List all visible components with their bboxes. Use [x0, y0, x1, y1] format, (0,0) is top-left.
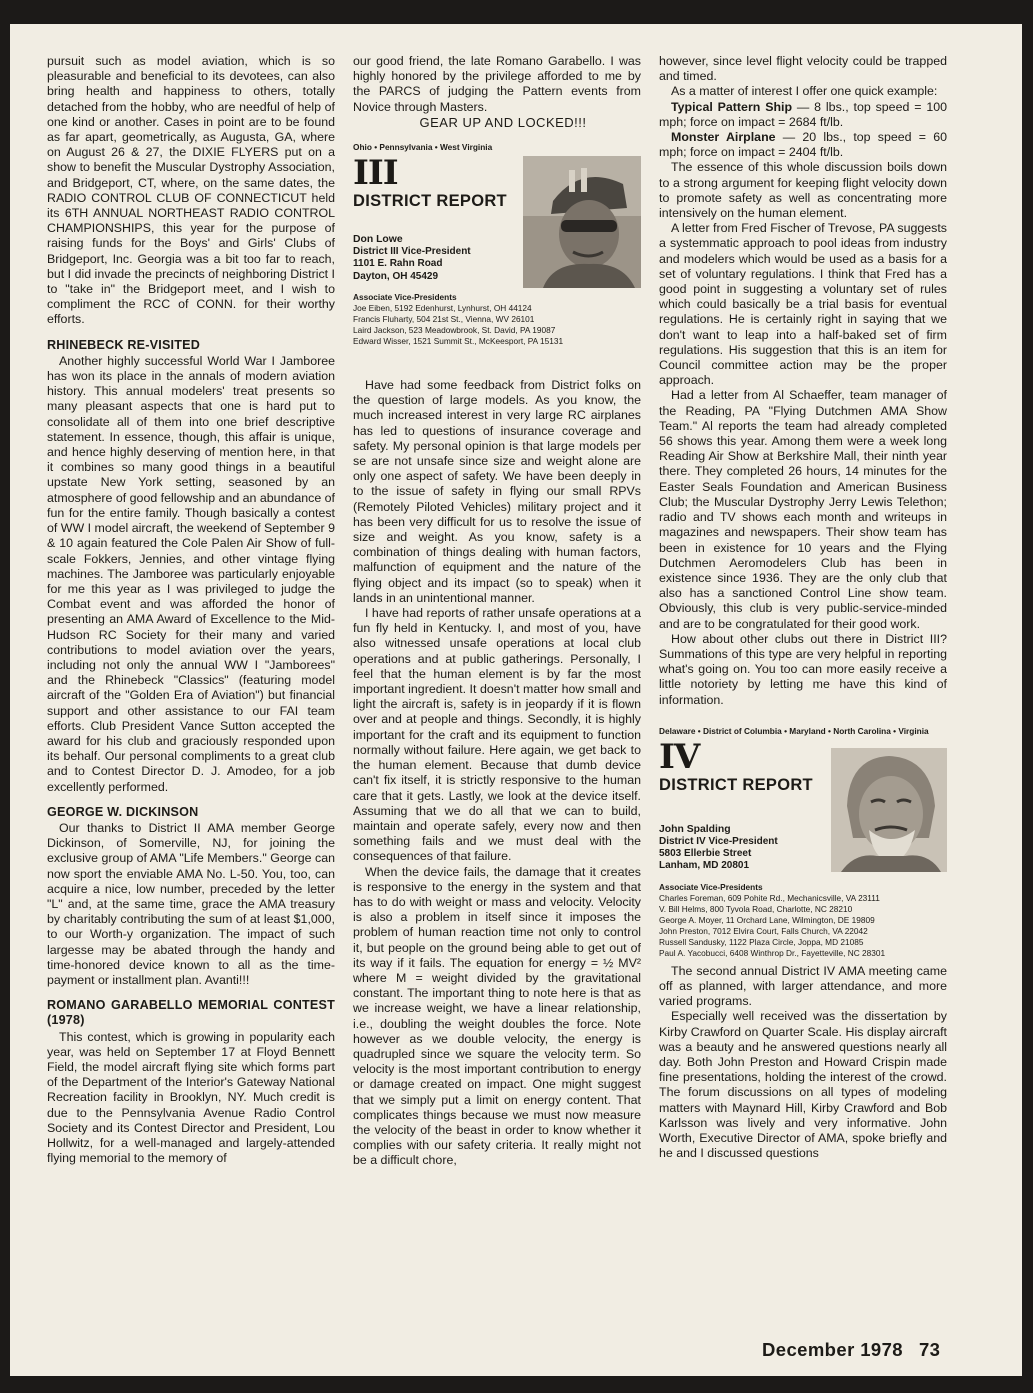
- paragraph: Had a letter from Al Schaeffer, team manager of the Reading, PA "Flying Dutchmen AMA Show Team." Al reports the team had already completed 56 shows this year. Among them were a week long Reading Air Show at Berkshire Mall, their ninth year there. They completed 26 hours, 14 minutes for the Easter Seals Foundation and American Business Club; the Muscular Dystrophy Jerry Lewis Telethon; radio and TV shows each month and writeups in magazines and newspapers. Their show team has been in existence for 10 years and the Flying Dutchmen Aeromodelers Club has been in existence since 1936. They are the only club that also has a sanctioned Control Line show team. Obviously, this club is very public-service-minded and are to be congratulated for their good work.: [659, 388, 947, 631]
- assoc-entry: Laird Jackson, 523 Meadowbrook, St. David, PA 19087: [353, 325, 556, 336]
- assoc-entry: Edward Wisser, 1521 Summit St., McKeesport, PA 15131: [353, 336, 564, 347]
- vp-title: District IV Vice-President: [659, 835, 778, 847]
- magazine-page: [10, 24, 1022, 1376]
- example-monster-airplane: [659, 130, 947, 160]
- example-text: — 20 lbs., top speed = 60 mph; force on impact = 2404 ft/lb.: [659, 130, 947, 160]
- paragraph: This contest, which is growing in popularity each year, was held on September 17 at Floyd Bennett Field, the model aircraft flying site which forms part of the Department of the Interior's Gateway National Recreation facility in Brooklyn, NY. Much credit is due to the Pennsylvania Avenue Radio Control Society and its Contest Director and President, Lou Hollwitz, for a well-managed and largely-attended flying memorial to the memory of: [47, 1029, 335, 1166]
- district-report-title: DISTRICT REPORT: [659, 775, 813, 794]
- vp-address-line: Dayton, OH 45429: [353, 270, 439, 282]
- paragraph: The essence of this whole discussion boils down to a strong argument for keeping flight velocity down to promote safety as well as concentrating more intensively on the human element.: [659, 160, 947, 221]
- example-label: Typical Pattern Ship: [671, 99, 793, 114]
- sign-off: GEAR UP AND LOCKED!!!: [419, 114, 587, 130]
- paragraph: Our thanks to District II AMA member George Dickinson, of Somerville, NJ, for joining the exclusive group of AMA "Life Members." George can now sport the enviable AMA No. L-50. You, too, can acquire a nice, low number, preceded by the letter "L" and, at the same time, grace the AMA treasury by charitably contributing the sum of at least $1,000, to our Worth-y organization. The impact of such largesse may be abated through the handy and time-honored device known to all as the time-payment or installment plan. Avanti!!!: [47, 820, 335, 987]
- example-label: Monster Airplane: [671, 130, 776, 145]
- page-footer: [762, 1339, 940, 1361]
- paragraph: When the device fails, the damage that it creates is responsive to the energy in the system and that has to do with weight or mass and velocity. Velocity is also a problem in itself since it imposes the problem of human reaction time not only to control it, but people on the ground being able to get out of its way if it fails. The equation for energy = ½ MV² where M = weight divided by the gravitational constant. The important thing to note here is that as we increase weight, we have a linear relationship, i.e., doubling the weight doubles the force. Note however as we double velocity, the energy is quadrupled since we square the velocity term. So velocity is the most important contribution to energy or damage created on impact. One might suggest that we simply put a limit on energy content. That complicates things because we must now measure the velocity of the beast in order to know whether it complies with our safety criteria. It really might not be a difficult chore,: [353, 864, 641, 1168]
- paragraph: I have had reports of rather unsafe operations at a fun fly held in Kentucky. I, and most of you, have also witnessed unsafe operations at local club operations and at public gatherings. Personally, I feel that the human element is by far the most important ingredient. It doesn't matter how small and light the aircraft is, safety is in jeopardy if it is flown over and at people and things. Secondly, it is highly important for the craft and its equipment to function normally without failure. Here again, we get back to the human element. Because that dumb device can't fix itself, it is strictly responsive to the human care that it gets. Lastly, we look at the device itself. Assuming that we do all that we can to build, maintain and operate safely, every now and then something fails and we must deal with the consequences of that failure.: [353, 606, 641, 864]
- paragraph: however, since level flight velocity could be trapped and timed.: [659, 54, 947, 84]
- associate-vps-list: [353, 292, 643, 347]
- assoc-entry: John Preston, 7012 Elvira Court, Falls Church, VA 22042: [659, 926, 868, 937]
- vp-name: John Spalding: [659, 823, 731, 835]
- column-3: [659, 54, 947, 1161]
- example-pattern-ship: [659, 100, 947, 130]
- assoc-label: Associate Vice-Presidents: [659, 881, 763, 892]
- paragraph: Another highly successful World War I Jamboree has won its place in the annals of modern aviation history. This annual modelers' treat presents so many pleasant aspects that one is hard put to consolidate all of them into one brief descriptive statement. In essence, though, this affair is unique, and hence highly deserving of mention here, in that it combines so many good things in a beautiful upstate New York setting, seasoned by an atmosphere of good fellowship and an abundance of fun for the entire family. Though basically a contest of WW I model aircraft, the weekend of September 9 & 10 again featured the Cole Palen Air Show of full-scale Fokkers, Jennies, and other vintage flying machines. The Jamboree was particularly enjoyable for me this year as I was privileged to judge the Combat event and was afforded the honor of presenting an AMA Award of Excellence to the Mid-Hudson RC Society for their many and varied contributions to model aviation over the years, including not only the annual WW I "Jamborees" and the Rhinebeck "Classics" (featuring model aircraft of the "Golden Era of Aviation") but financial support and other assistance to our FAI team efforts. Club President Vance Sutton accepted the award for his club and graciously responded upon its behalf. Our personal compliments to a great club and to Contest Director D. J. Amodeo, for a job excellently performed.: [47, 353, 335, 794]
- district-numeral: IV: [659, 736, 700, 777]
- assoc-entry: Russell Sandusky, 1122 Plaza Circle, Joppa, MD 21085: [659, 937, 864, 948]
- district-numeral: III: [353, 153, 398, 194]
- portrait-photo: [831, 748, 947, 872]
- paragraph: pursuit such as model aviation, which is so pleasurable and beneficial to its devotees, can also bring health and happiness to others, totally detached from the hobby, who are needful of help of one kind or another. Cases in point are to be found as far apart, geometrically, as Augusta, GA, where on August 26 & 27, the DIXIE FLYERS put on a show to benefit the Muscular Dystrophy Association, and Bridgeport, CT, where, on the same dates, the RADIO CONTROL CLUB OF CONNECTICUT held its 6TH ANNUAL NORTHEAST RADIO CONTROL CHAMPIONSHIPS, this year for the purpose of raising funds for the Boys' and Girls' Clubs of Bridgeport, Inc. Georgia was a bit too far to reach, but I did invade the precincts of neighboring District I to "take in" the Bridgeport meet, and I wish to compliment the RCC of CONN. for their worthy efforts.: [47, 54, 335, 327]
- vp-name: Don Lowe: [353, 234, 403, 246]
- paragraph: How about other clubs out there in District III? Summations of this type are very helpful in reporting what's going on. You too can more easily receive a little notoriety by letting me have this kind of information.: [659, 631, 947, 707]
- assoc-entry: Francis Fluharty, 504 21st St., Vienna, WV 26101: [353, 314, 535, 325]
- district-states: Delaware • District of Columbia • Maryland • North Carolina • Virginia: [659, 725, 929, 736]
- column-1: [47, 54, 335, 1166]
- assoc-entry: George A. Moyer, 11 Orchard Lane, Wilmington, DE 19809: [659, 915, 875, 926]
- district-iv-header: [659, 726, 947, 964]
- vice-president-block: [659, 824, 778, 873]
- assoc-entry: Paul A. Yacobucci, 6408 Winthrop Dr., Fayetteville, NC 28301: [659, 948, 886, 959]
- section-heading-romano: ROMANO GARABELLO MEMORIAL CONTEST (1978): [47, 998, 335, 1028]
- assoc-label: Associate Vice-Presidents: [353, 292, 457, 303]
- section-heading-rhinebeck: RHINEBECK RE-VISITED: [47, 337, 201, 352]
- portrait-photo: [523, 156, 641, 288]
- paragraph: our good friend, the late Romano Garabello. I was highly honored by the privilege afforded to me by the PARCS of judging the Pattern events from Novice through Masters.: [353, 54, 641, 114]
- section-heading-dickinson: GEORGE W. DICKINSON: [47, 804, 199, 819]
- vp-address-line: Lanham, MD 20801: [659, 860, 750, 872]
- associate-vps-list: [659, 882, 949, 960]
- assoc-entry: Joe Eiben, 5192 Edenhurst, Lynhurst, OH 44124: [353, 303, 532, 314]
- issue-date: December 1978: [762, 1339, 903, 1360]
- column-2: [353, 54, 641, 1169]
- vice-president-block: [353, 234, 471, 283]
- page-number: 73: [918, 1339, 941, 1360]
- vp-title: District III Vice-President: [353, 246, 471, 258]
- example-text: — 8 lbs., top speed = 100 mph; force on impact = 2684 ft/lb.: [659, 99, 947, 129]
- district-states: Ohio • Pennsylvania • West Virginia: [353, 142, 493, 153]
- district-report-title: DISTRICT REPORT: [353, 192, 507, 211]
- assoc-entry: Charles Foreman, 609 Pohite Rd., Mechanicsville, VA 23111: [659, 892, 880, 903]
- paragraph: As a matter of interest I offer one quick example:: [671, 84, 938, 99]
- vp-address-line: 5803 Ellerbie Street: [659, 848, 752, 860]
- paragraph: A letter from Fred Fischer of Trevose, PA suggests a systemmatic approach to pool ideas from industry and modelers which would be used as a basis for a set of voluntary regulations. I think that Fred has a good point in suggesting a voluntary set of rules which could basically be a trial basis for eventual regulations. He is certainly right in saying that we don't want to leap into a half-baked set of firm regulations. His suggestion that this is an item for Council committee action may be the proper approach.: [659, 221, 947, 388]
- district-iii-header: [353, 142, 641, 378]
- vp-address-line: 1101 E. Rahn Road: [353, 258, 443, 270]
- paragraph: The second annual District IV AMA meeting came off as planned, with larger attendance, and more varied programs.: [659, 963, 947, 1009]
- paragraph: Especially well received was the dissertation by Kirby Crawford on Quarter Scale. His display aircraft was a beauty and he answered questions nearly all day. Both John Preston and Howard Crispin made fine presentations, holding the interest of the crowd. The forum discussions on all types of modeling matters with Maynard Hill, Kirby Crawford and Bob Karlsson was lively and very informative. John Worth, Executive Director of AMA, spoke briefly and he and I discussed questions: [659, 1009, 947, 1161]
- assoc-entry: V. Bill Helms, 800 Tyvola Road, Charlotte, NC 28210: [659, 903, 853, 914]
- paragraph: Have had some feedback from District folks on the question of large models. As you know, the much increased interest in very large RC airplanes has led to questions of insurance coverage and safety. My personal opinion is that large models per se are not unsafe since size and weight alone are only one aspect of safety. We have been deeply in to the issue of safety in flying our small RPVs (Remotely Piloted Vehicles) military project and it has been very difficult for us to resolve the issue of size and weight. As you know, safety is a combination of things dealing with human factors, malfunction of equipment and the nature of the flying object and its impact (so to speak) when it lands in an unintentional manner.: [353, 378, 641, 605]
